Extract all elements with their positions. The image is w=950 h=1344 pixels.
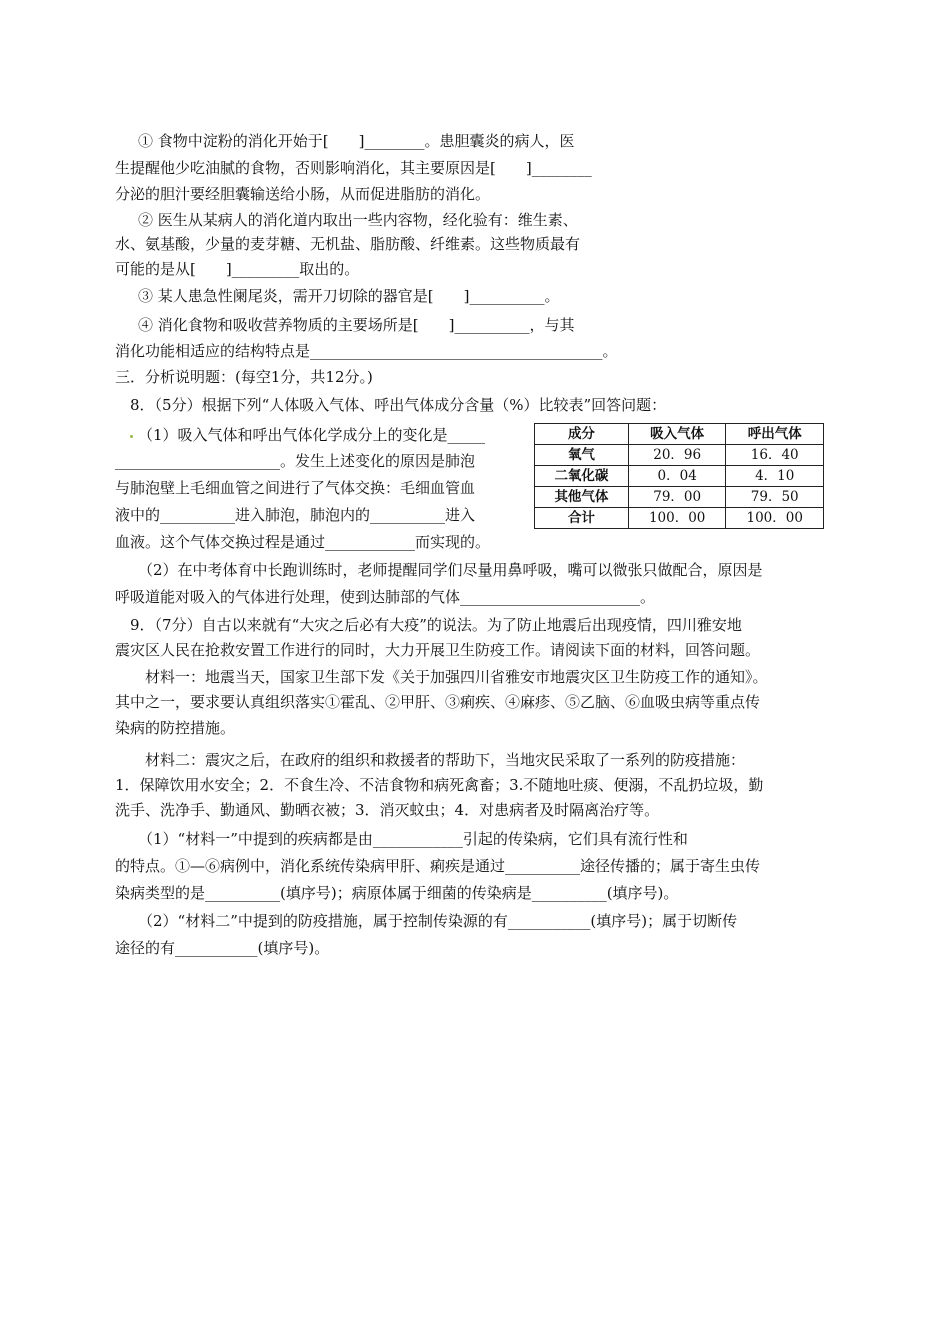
q9-stem-line-2: 震灾区人民在抢救安置工作进行的同时，大力开展卫生防疫工作。请阅读下面的材料，回答问题。 — [115, 641, 761, 659]
q-line-1: ① 食物中淀粉的消化开始于[ ]________。患胆囊炎的病人，医 — [138, 132, 575, 150]
q-line-8: ④ 消化食物和吸收营养物质的主要场所是[ ]__________，与其 — [138, 316, 575, 334]
q8-2-line-2: 呼吸道能对吸入的气体进行处理，使到达肺部的气体________________________。 — [115, 588, 656, 606]
q-line-4: ② 医生从某病人的消化道内取出一些内容物，经化验有：维生素、 — [138, 211, 578, 229]
table-cell: 0．04 — [628, 466, 726, 487]
q8-2-line-1: （2）在中考体育中长跑训练时，老师提醒同学们尽量用鼻呼吸，嘴可以微张只做配合，原因是 — [138, 561, 763, 579]
section-heading-3: 三．分析说明题：(每空1分，共12分。) — [115, 368, 373, 386]
q-line-3: 分泌的胆汁要经胆囊输送给小肠，从而促进脂肪的消化。 — [115, 185, 491, 203]
table-header: 成分 — [535, 424, 629, 445]
q8-stem: 8．（5分）根据下列“人体吸入气体、呼出气体成分含量（%）比较表”回答问题： — [130, 396, 667, 414]
q9-2-line-1: （2）“材料二”中提到的防疫措施，属于控制传染源的有___________(填序号)；属于切断传 — [138, 912, 738, 930]
q-line-9: 消化功能相适应的结构特点是_______________________________________。 — [115, 342, 618, 360]
table-cell: 79．50 — [726, 487, 824, 508]
table-header: 吸入气体 — [628, 424, 726, 445]
material-2-line-3: 洗手、洗净手、勤通风、勤晒衣被；3．消灭蚊虫；4．对患病者及时隔离治疗等。 — [115, 801, 660, 819]
q8-1-line-5: 血液。这个气体交换过程是通过____________而实现的。 — [115, 533, 491, 551]
material-1-line-2: 其中之一，要求要认真组织落实①霍乱、②甲肝、③痢疾、④麻疹、⑤乙脑、⑥血吸虫病等重点传 — [115, 693, 761, 711]
table-cell: 100．00 — [628, 508, 726, 529]
table-cell: 氧气 — [535, 445, 629, 466]
q8-1-line-2: ______________________。发生上述变化的原因是肺泡 — [115, 452, 476, 470]
q8-1-line-4: 液中的__________进入肺泡，肺泡内的__________进入 — [115, 506, 476, 524]
table-row — [535, 445, 824, 466]
q-line-7: ③ 某人患急性阑尾炎，需开刀切除的器官是[ ]__________。 — [138, 287, 560, 305]
gas-comparison-table — [534, 423, 824, 529]
table-cell: 二氧化碳 — [535, 466, 629, 487]
table-row — [535, 466, 824, 487]
speck-mark — [130, 435, 133, 438]
table-row — [535, 508, 824, 529]
material-1-line-1: 材料一：地震当天，国家卫生部下发《关于加强四川省雅安市地震灾区卫生防疫工作的通知》。 — [145, 668, 768, 686]
q8-1-line-3: 与肺泡壁上毛细血管之间进行了气体交换：毛细血管血 — [115, 479, 476, 497]
table-cell: 20．96 — [628, 445, 726, 466]
material-2-line-1: 材料二：震灾之后，在政府的组织和救援者的帮助下，当地灾民采取了一系列的防疫措施： — [145, 751, 746, 769]
table-cell: 79．00 — [628, 487, 726, 508]
material-2-line-2: 1．保障饮用水安全；2．不食生冷、不洁食物和病死禽畜；3.不随地吐痰、便溺，不乱扔垃圾，勤 — [115, 776, 764, 794]
q-line-2: 生提醒他少吃油腻的食物，否则影响消化，其主要原因是[ ]________ — [115, 159, 592, 177]
table-cell: 100．00 — [726, 508, 824, 529]
q9-stem-line-1: 9．（7分）自古以来就有“大灾之后必有大疫”的说法。为了防止地震后出现疫情，四川雅安地 — [130, 616, 742, 634]
material-1-line-3: 染病的防控措施。 — [115, 719, 236, 737]
q-line-5: 水、氨基酸，少量的麦芽糖、无机盐、脂肪酸、纤维素。这些物质最有 — [115, 235, 581, 253]
q9-1-line-2: 的特点。①—⑥病例中，消化系统传染病甲肝、痢疾是通过__________途径传播的；属于寄生虫传 — [115, 857, 761, 875]
q-line-6: 可能的是从[ ]_________取出的。 — [115, 260, 360, 278]
q9-1-line-3: 染病类型的是__________(填序号)；病原体属于细菌的传染病是__________(填序号)。 — [115, 884, 679, 902]
table-header-row — [535, 424, 824, 445]
q8-1-line-1: （1）吸入气体和呼出气体化学成分上的变化是_____ — [138, 426, 486, 444]
table-cell: 合计 — [535, 508, 629, 529]
table-row — [535, 487, 824, 508]
table-cell: 4．10 — [726, 466, 824, 487]
q9-2-line-2: 途径的有___________(填序号)。 — [115, 939, 330, 957]
table-header: 呼出气体 — [726, 424, 824, 445]
table-cell: 其他气体 — [535, 487, 629, 508]
table-cell: 16．40 — [726, 445, 824, 466]
q9-1-line-1: （1）“材料一”中提到的疾病都是由____________引起的传染病，它们具有流行性和 — [138, 830, 688, 848]
